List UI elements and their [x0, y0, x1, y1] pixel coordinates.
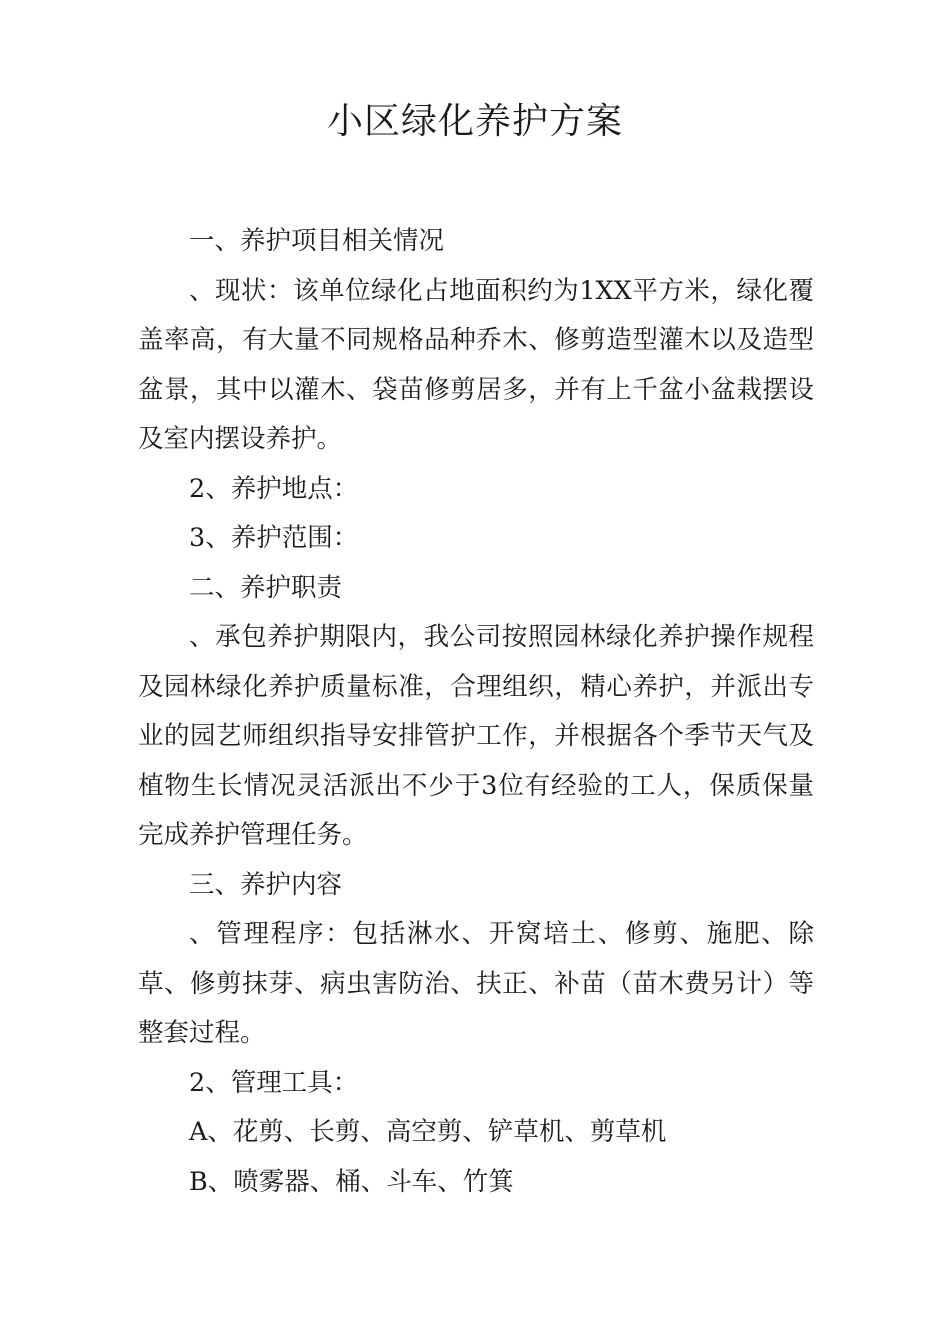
paragraph-tools-b: B、喷雾器、桶、斗车、竹箕 — [189, 1166, 514, 1197]
paragraph-procedure: 、管理程序：包括淋水、开窝培土、修剪、施肥、除草、修剪抹芽、病虫害防治、扶正、补苗（苗木费另计）等整套过程。 — [138, 919, 814, 1048]
paragraph-tools-heading: 2、管理工具： — [189, 1067, 359, 1098]
paragraph-responsibilities: 、承包养护期限内，我公司按照园林绿化养护操作规程及园林绿化养护质量标准，合理组织，精心养护，并派出专业的园艺师组织指导安排管护工作，并根据各个季节天气及植物生长情况灵活派出不少于3位有经验的工人，保质保量完成养护管理任务。 — [138, 622, 814, 850]
paragraph-current-status: 、现状：该单位绿化占地面积约为1XX平方米，绿化覆盖率高，有大量不同规格品种乔木、修剪造型灌木以及造型盆景，其中以灌木、袋苗修剪居多，并有上千盆小盆栽摆设及室内摆设养护。 — [138, 275, 814, 454]
section-heading-3: 三、养护内容 — [189, 869, 343, 900]
section-heading-1: 一、养护项目相关情况 — [189, 226, 445, 256]
paragraph-tools-a: A、花剪、长剪、高空剪、铲草机、剪草机 — [189, 1117, 667, 1147]
document-title: 小区绿化养护方案 — [326, 101, 623, 142]
paragraph-scope: 3、养护范围： — [189, 523, 359, 553]
section-heading-2: 二、养护职责 — [189, 572, 343, 603]
paragraph-location: 2、养护地点： — [189, 473, 359, 504]
document-body — [138, 217, 814, 1207]
